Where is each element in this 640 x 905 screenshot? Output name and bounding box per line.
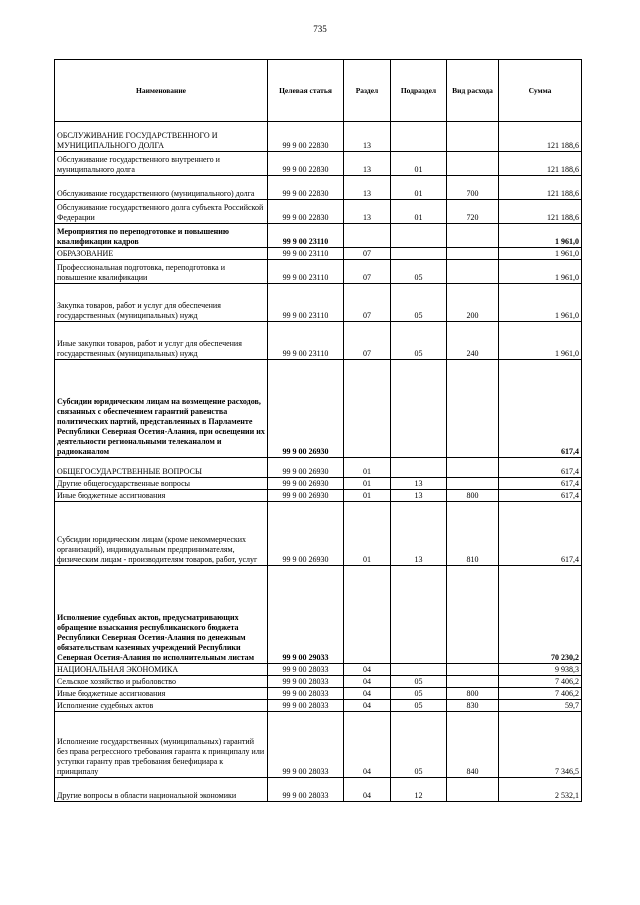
budget-table — [54, 59, 582, 802]
cell-sum: 9 938,3 — [499, 664, 582, 676]
cell-expense-type — [447, 248, 499, 260]
cell-target: 99 9 00 28033 — [268, 778, 344, 802]
table-row — [55, 224, 582, 248]
cell-expense-type — [447, 566, 499, 664]
cell-target: 99 9 00 23110 — [268, 284, 344, 322]
table-row — [55, 284, 582, 322]
cell-section: 01 — [344, 478, 391, 490]
cell-subsection: 01 — [391, 200, 447, 224]
cell-expense-type — [447, 360, 499, 458]
cell-section: 01 — [344, 458, 391, 478]
cell-expense-type — [447, 458, 499, 478]
table-row — [55, 490, 582, 502]
cell-target: 99 9 00 23110 — [268, 260, 344, 284]
cell-target: 99 9 00 22830 — [268, 122, 344, 152]
cell-subsection: 12 — [391, 778, 447, 802]
cell-sum: 617,4 — [499, 360, 582, 458]
cell-target: 99 9 00 28033 — [268, 688, 344, 700]
cell-expense-type — [447, 676, 499, 688]
table-row — [55, 260, 582, 284]
cell-sum: 121 188,6 — [499, 200, 582, 224]
cell-subsection: 13 — [391, 502, 447, 566]
table-row — [55, 502, 582, 566]
table-row — [55, 248, 582, 260]
cell-subsection — [391, 566, 447, 664]
cell-sum: 2 532,1 — [499, 778, 582, 802]
table-row — [55, 176, 582, 200]
cell-sum: 7 406,2 — [499, 688, 582, 700]
cell-target: 99 9 00 23110 — [268, 322, 344, 360]
cell-section: 07 — [344, 248, 391, 260]
table-row — [55, 122, 582, 152]
cell-expense-type: 700 — [447, 176, 499, 200]
cell-sum: 617,4 — [499, 502, 582, 566]
cell-expense-type: 810 — [447, 502, 499, 566]
table-row — [55, 200, 582, 224]
cell-section: 04 — [344, 676, 391, 688]
cell-expense-type — [447, 664, 499, 676]
cell-sum: 1 961,0 — [499, 322, 582, 360]
cell-section — [344, 224, 391, 248]
cell-section: 01 — [344, 490, 391, 502]
cell-section — [344, 566, 391, 664]
header-name: Наименование — [55, 60, 268, 122]
cell-name: Сельское хозяйство и рыболовство — [55, 676, 268, 688]
cell-section: 07 — [344, 260, 391, 284]
table-row — [55, 664, 582, 676]
table-row — [55, 322, 582, 360]
table-header-row — [55, 60, 582, 122]
cell-subsection: 01 — [391, 176, 447, 200]
cell-sum: 7 406,2 — [499, 676, 582, 688]
cell-expense-type: 830 — [447, 700, 499, 712]
cell-subsection: 05 — [391, 322, 447, 360]
cell-sum: 121 188,6 — [499, 122, 582, 152]
cell-name: Другие общегосударственные вопросы — [55, 478, 268, 490]
cell-target: 99 9 00 28033 — [268, 712, 344, 778]
cell-section — [344, 360, 391, 458]
cell-sum: 1 961,0 — [499, 260, 582, 284]
cell-section: 13 — [344, 122, 391, 152]
cell-target: 99 9 00 22830 — [268, 200, 344, 224]
cell-name: Иные бюджетные ассигнования — [55, 688, 268, 700]
cell-target: 99 9 00 23110 — [268, 248, 344, 260]
cell-name: Обслуживание государственного (муниципального) долга — [55, 176, 268, 200]
table-row — [55, 676, 582, 688]
cell-section: 01 — [344, 502, 391, 566]
table-row — [55, 566, 582, 664]
cell-name: ОБСЛУЖИВАНИЕ ГОСУДАРСТВЕННОГО И МУНИЦИПАЛЬНОГО ДОЛГА — [55, 122, 268, 152]
cell-subsection: 05 — [391, 712, 447, 778]
cell-name: Профессиональная подготовка, переподготовка и повышение квалификации — [55, 260, 268, 284]
cell-name: Иные бюджетные ассигнования — [55, 490, 268, 502]
cell-expense-type: 720 — [447, 200, 499, 224]
cell-section: 07 — [344, 322, 391, 360]
cell-subsection — [391, 360, 447, 458]
cell-expense-type — [447, 260, 499, 284]
table-row — [55, 778, 582, 802]
cell-subsection: 13 — [391, 490, 447, 502]
cell-section: 04 — [344, 712, 391, 778]
table-row — [55, 700, 582, 712]
cell-target: 99 9 00 26930 — [268, 458, 344, 478]
cell-target: 99 9 00 29033 — [268, 566, 344, 664]
cell-subsection: 13 — [391, 478, 447, 490]
cell-subsection: 05 — [391, 284, 447, 322]
header-subsection: Подраздел — [391, 60, 447, 122]
table-row — [55, 712, 582, 778]
cell-name: Субсидии юридическим лицам на возмещение расходов, связанных с обеспечением гарантий равенства политических партий, представленных в Парламенте Республики Северная Осетия-Алания, при освещении их деятельности региональными телеканалом и радиоканалом — [55, 360, 268, 458]
table-row — [55, 152, 582, 176]
cell-subsection: 05 — [391, 260, 447, 284]
cell-subsection — [391, 458, 447, 478]
cell-section: 07 — [344, 284, 391, 322]
cell-subsection: 01 — [391, 152, 447, 176]
cell-expense-type — [447, 224, 499, 248]
cell-subsection — [391, 122, 447, 152]
cell-subsection — [391, 224, 447, 248]
cell-subsection: 05 — [391, 676, 447, 688]
cell-sum: 59,7 — [499, 700, 582, 712]
cell-target: 99 9 00 26930 — [268, 478, 344, 490]
cell-expense-type — [447, 778, 499, 802]
cell-target: 99 9 00 22830 — [268, 152, 344, 176]
cell-name: Обслуживание государственного внутреннего и муниципального долга — [55, 152, 268, 176]
cell-sum: 617,4 — [499, 490, 582, 502]
cell-section: 13 — [344, 176, 391, 200]
cell-sum: 1 961,0 — [499, 224, 582, 248]
table-row — [55, 478, 582, 490]
header-sum: Сумма — [499, 60, 582, 122]
cell-section: 13 — [344, 152, 391, 176]
table-body — [55, 122, 582, 802]
cell-target: 99 9 00 22830 — [268, 176, 344, 200]
header-target: Целевая статья — [268, 60, 344, 122]
cell-expense-type — [447, 122, 499, 152]
cell-sum: 121 188,6 — [499, 152, 582, 176]
table-row — [55, 458, 582, 478]
cell-name: Мероприятия по переподготовке и повышению квалификации кадров — [55, 224, 268, 248]
cell-target: 99 9 00 26930 — [268, 502, 344, 566]
cell-subsection — [391, 248, 447, 260]
cell-name: ОБЩЕГОСУДАРСТВЕННЫЕ ВОПРОСЫ — [55, 458, 268, 478]
cell-sum: 7 346,5 — [499, 712, 582, 778]
cell-name: Другие вопросы в области национальной экономики — [55, 778, 268, 802]
header-section: Раздел — [344, 60, 391, 122]
cell-name: Исполнение судебных актов — [55, 700, 268, 712]
cell-name: Обслуживание государственного долга субъекта Российской Федерации — [55, 200, 268, 224]
cell-subsection: 05 — [391, 700, 447, 712]
cell-name: Иные закупки товаров, работ и услуг для обеспечения государственных (муниципальных) нужд — [55, 322, 268, 360]
cell-name: Исполнение государственных (муниципальных) гарантий без права регрессного требования гаранта к принципалу или уступки гаранту прав требования бенефициара к принципалу — [55, 712, 268, 778]
cell-section: 13 — [344, 200, 391, 224]
cell-target: 99 9 00 28033 — [268, 664, 344, 676]
cell-expense-type: 840 — [447, 712, 499, 778]
cell-expense-type: 240 — [447, 322, 499, 360]
cell-target: 99 9 00 28033 — [268, 676, 344, 688]
cell-sum: 1 961,0 — [499, 284, 582, 322]
cell-section: 04 — [344, 688, 391, 700]
cell-sum: 617,4 — [499, 478, 582, 490]
cell-sum: 70 230,2 — [499, 566, 582, 664]
cell-sum: 121 188,6 — [499, 176, 582, 200]
cell-name: Закупка товаров, работ и услуг для обеспечения государственных (муниципальных) нужд — [55, 284, 268, 322]
table-row — [55, 688, 582, 700]
cell-target: 99 9 00 26930 — [268, 490, 344, 502]
cell-name: Исполнение судебных актов, предусматривающих обращение взыскания республиканского бюджета Республики Северная Осетия-Алания по денежным обязательствам казенных учреждений Республики Северная Осетия-Алания по исполнительным листам — [55, 566, 268, 664]
cell-expense-type: 200 — [447, 284, 499, 322]
cell-name: НАЦИОНАЛЬНАЯ ЭКОНОМИКА — [55, 664, 268, 676]
cell-section: 04 — [344, 700, 391, 712]
cell-section: 04 — [344, 664, 391, 676]
cell-expense-type — [447, 152, 499, 176]
cell-sum: 617,4 — [499, 458, 582, 478]
table-row — [55, 360, 582, 458]
page-number: 735 — [313, 24, 327, 34]
cell-target: 99 9 00 23110 — [268, 224, 344, 248]
cell-section: 04 — [344, 778, 391, 802]
cell-subsection: 05 — [391, 688, 447, 700]
cell-expense-type: 800 — [447, 688, 499, 700]
cell-expense-type: 800 — [447, 490, 499, 502]
cell-expense-type — [447, 478, 499, 490]
cell-subsection — [391, 664, 447, 676]
cell-target: 99 9 00 28033 — [268, 700, 344, 712]
cell-sum: 1 961,0 — [499, 248, 582, 260]
cell-name: Субсидии юридическим лицам (кроме некоммерческих организаций), индивидуальным предпринимателям, физическим лицам - производителям товаров, работ, услуг — [55, 502, 268, 566]
cell-target: 99 9 00 26930 — [268, 360, 344, 458]
header-expense-type: Вид расхода — [447, 60, 499, 122]
cell-name: ОБРАЗОВАНИЕ — [55, 248, 268, 260]
